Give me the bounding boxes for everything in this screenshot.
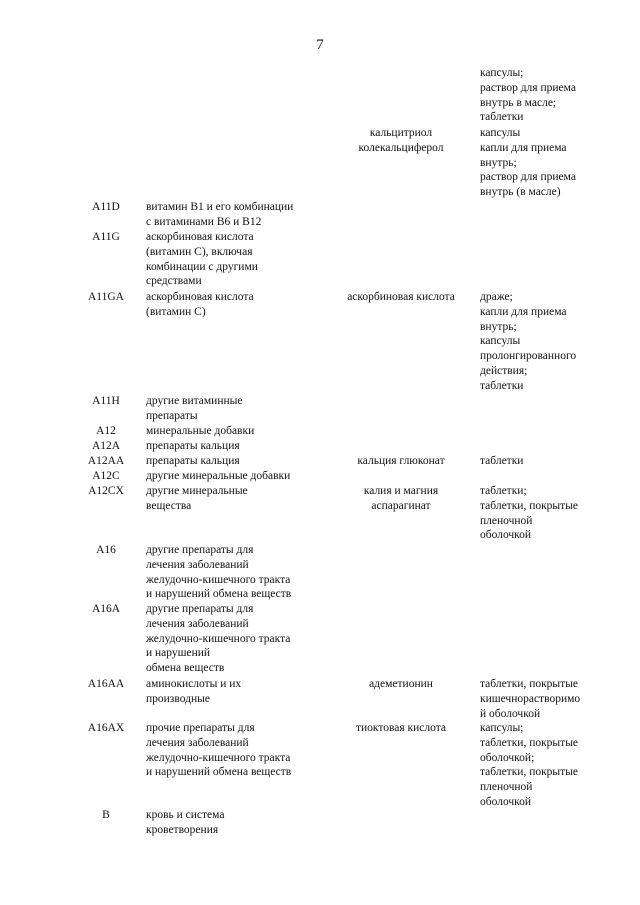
dosage-form: таблетки, покрытые кишечнорастворимо й оболочкой bbox=[480, 678, 581, 720]
atc-code: A16AA bbox=[87, 678, 125, 690]
group-name: прочие препараты для лечения заболеваний желудочно-кишечного тракта и нарушений обмена веществ bbox=[146, 722, 292, 779]
page-number: 7 bbox=[316, 37, 324, 53]
group-name: другие минеральные добавки bbox=[146, 470, 291, 482]
group-name: кровь и система кроветворения bbox=[146, 809, 225, 836]
atc-code: B bbox=[102, 809, 110, 821]
atc-code: A11D bbox=[92, 201, 120, 213]
drug-name: тиоктовая кислота bbox=[356, 722, 446, 734]
group-name: другие минеральные вещества bbox=[146, 485, 248, 512]
dosage-form: капсулы; таблетки, покрытые оболочкой; таблетки, покрытые пленочной оболочкой bbox=[480, 722, 579, 808]
group-name: другие препараты для лечения заболеваний желудочно-кишечного тракта и нарушений обмена веществ bbox=[146, 544, 292, 601]
atc-code: A12A bbox=[91, 440, 121, 452]
group-name: другие препараты для лечения заболеваний желудочно-кишечного тракта и нарушений обмена веществ bbox=[146, 603, 291, 675]
atc-code: A12 bbox=[96, 425, 116, 437]
atc-code: A11H bbox=[92, 395, 120, 407]
atc-code: A16 bbox=[96, 544, 116, 556]
drug-name: калия и магния аспарагинат bbox=[363, 485, 439, 512]
dosage-form: капсулы; раствор для приема внутрь в масле; таблетки bbox=[480, 67, 576, 124]
group-name: препараты кальция bbox=[146, 440, 240, 452]
drug-name: аскорбиновая кислота bbox=[347, 291, 455, 303]
group-name: минеральные добавки bbox=[146, 425, 255, 437]
dosage-form: таблетки; таблетки, покрытые пленочной оболочкой bbox=[480, 485, 579, 542]
dosage-form: таблетки bbox=[480, 455, 524, 467]
group-name: препараты кальция bbox=[146, 455, 240, 467]
drug-name: кальция глюконат bbox=[357, 455, 445, 467]
atc-code: A11G bbox=[92, 231, 120, 243]
group-name: аскорбиновая кислота (витамин С), включая комбинации с другими средствами bbox=[146, 231, 258, 288]
group-name: витамин B1 и его комбинации с витаминами B6 и B12 bbox=[146, 201, 294, 228]
atc-code: A16A bbox=[91, 603, 121, 615]
atc-code: A12C bbox=[92, 470, 120, 482]
group-name: аскорбиновая кислота (витамин С) bbox=[146, 291, 254, 318]
group-name: другие витаминные препараты bbox=[146, 395, 243, 422]
dosage-form: драже; капли для приема внутрь; капсулы пролонгированного действия; таблетки bbox=[480, 291, 577, 392]
atc-code: A12CX bbox=[88, 485, 124, 497]
atc-code: A11GA bbox=[88, 291, 124, 303]
group-name: аминокислоты и их производные bbox=[146, 678, 242, 705]
atc-code: A12AA bbox=[87, 455, 125, 467]
dosage-form: капсулы капли для приема внутрь; раствор для приема внутрь (в масле) bbox=[480, 127, 576, 199]
drug-name: кальцитриол колекальциферол bbox=[358, 127, 444, 154]
atc-code: A16AX bbox=[87, 722, 125, 734]
drug-name: адеметионин bbox=[369, 678, 433, 690]
